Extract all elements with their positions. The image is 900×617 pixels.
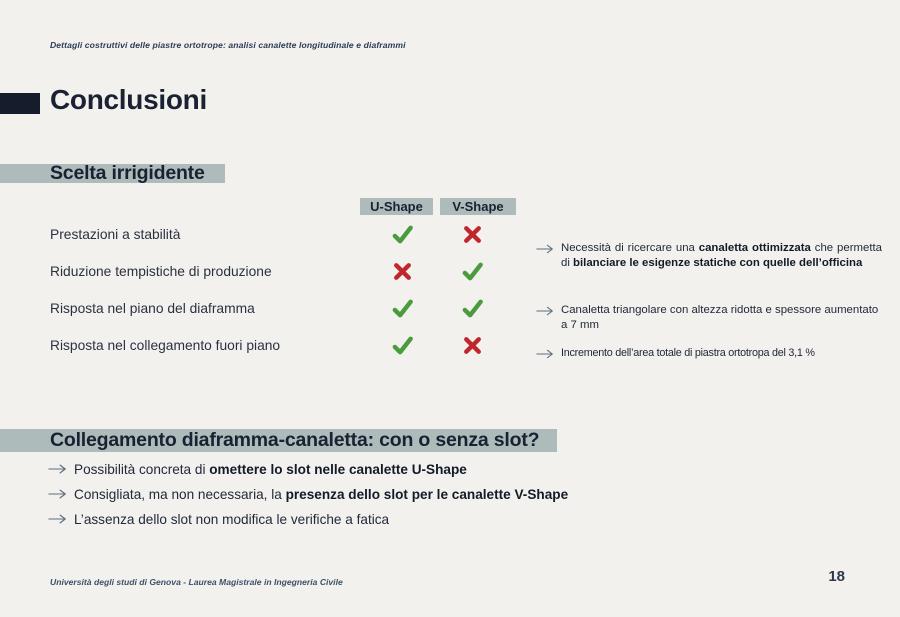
section-heading-stiffener: Scelta irrigidente [50, 162, 205, 184]
page-number: 18 [828, 568, 845, 585]
bullet-item [48, 510, 748, 529]
note-text: Incremento dell’area totale di piastra ortotropa del 3,1 % [561, 347, 815, 359]
table-row [50, 222, 550, 248]
check-icon [461, 260, 484, 283]
check-icon [391, 297, 414, 320]
row-label: Risposta nel collegamento fuori piano [50, 338, 281, 353]
arrow-right-icon [536, 305, 554, 317]
bullet-text: L’assenza dello slot non modifica le verifiche a fatica [74, 512, 390, 527]
column-header-v-shape: V-Shape [440, 198, 516, 215]
arrow-right-icon [48, 513, 67, 525]
note-item [536, 346, 882, 361]
bullet-item [48, 460, 748, 479]
note-item [536, 303, 882, 333]
arrow-right-icon [536, 348, 554, 360]
cross-icon [391, 260, 414, 283]
title-accent-block [0, 93, 40, 114]
note-text: Canaletta triangolare con altezza ridotta e spessore aumentato a 7 mm [561, 304, 879, 331]
table-row [50, 333, 550, 359]
bullet-text: Consigliata, ma non necessaria, la presenza dello slot per le canalette V-Shape [74, 487, 569, 502]
column-header-u-shape: U-Shape [360, 198, 433, 215]
check-icon [391, 334, 414, 357]
arrow-right-icon [536, 243, 554, 255]
arrow-right-icon [48, 463, 67, 475]
note-text: Necessità di ricercare una canaletta ottimizzata che permetta di bilanciare le esigenze statiche con quelle dell’officina [561, 242, 882, 269]
bullet-item [48, 485, 748, 504]
slide-subtitle: Dettagli costruttivi delle piastre ortotrope: analisi canalette longitudinale e diaframmi [50, 40, 406, 50]
row-label: Riduzione tempistiche di produzione [50, 264, 272, 279]
bullet-text: Possibilità concreta di omettere lo slot nelle canalette U-Shape [74, 462, 467, 477]
cross-icon [461, 223, 484, 246]
row-label: Risposta nel piano del diaframma [50, 301, 255, 316]
note-item [536, 241, 882, 271]
arrow-right-icon [48, 488, 67, 500]
section-heading-slot: Collegamento diaframma-canaletta: con o senza slot? [50, 429, 540, 451]
footer-credit: Università degli studi di Genova - Laurea Magistrale in Ingegneria Civile [50, 577, 343, 587]
table-row [50, 259, 550, 285]
check-icon [461, 297, 484, 320]
table-row [50, 296, 550, 322]
cross-icon [461, 334, 484, 357]
check-icon [391, 223, 414, 246]
row-label: Prestazioni a stabilità [50, 227, 181, 242]
slide-title: Conclusioni [50, 84, 207, 115]
